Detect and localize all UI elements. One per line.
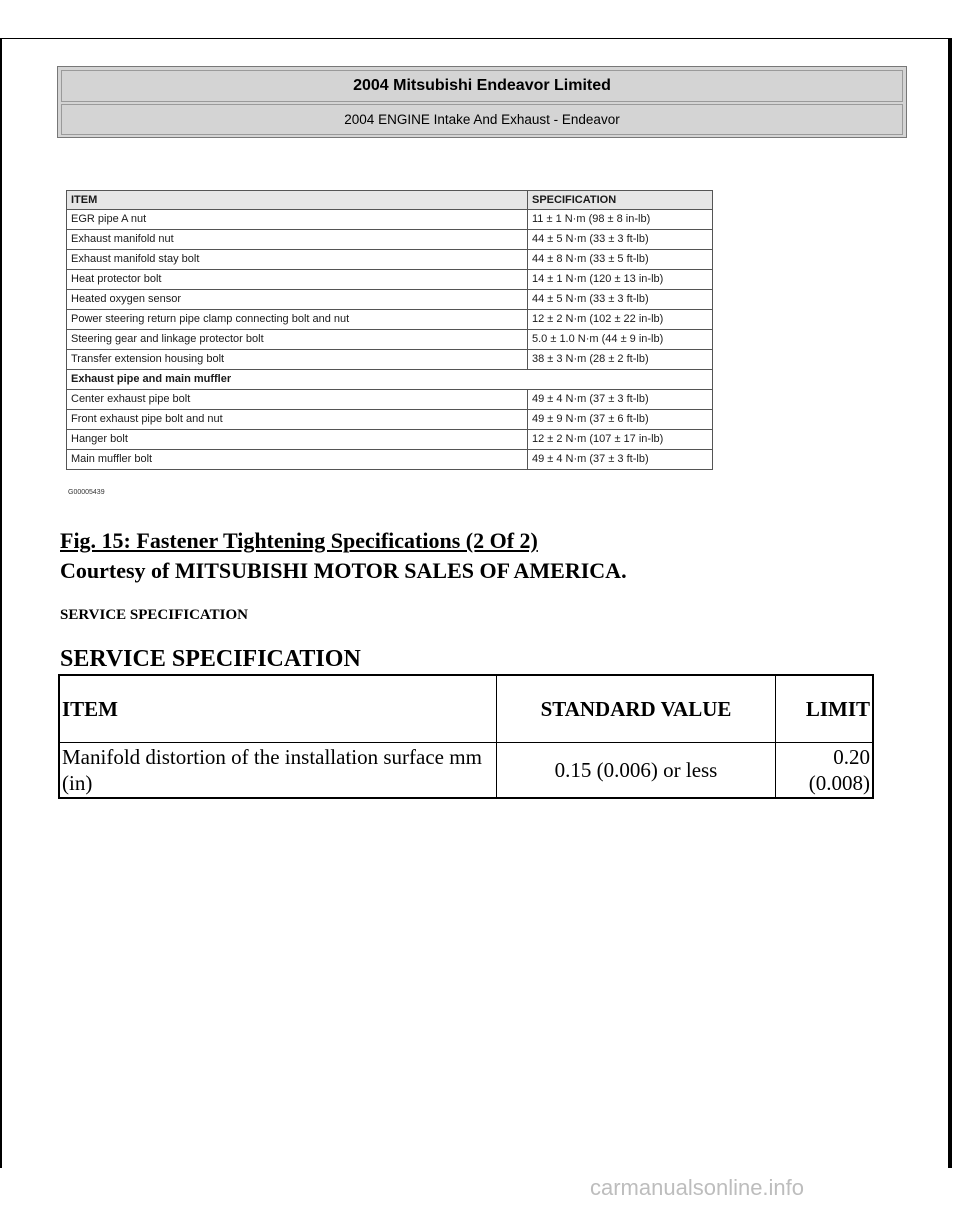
figure-caption-link[interactable]: Fig. 15: Fastener Tightening Specifications (2 Of 2)	[60, 528, 538, 553]
figure-table-row	[67, 310, 713, 330]
figure-section-row	[67, 370, 713, 390]
document-title: 2004 Mitsubishi Endeavor Limited	[61, 70, 903, 102]
figure-row-item: Hanger bolt	[67, 430, 528, 450]
figure-row-spec: 11 ± 1 N·m (98 ± 8 in-lb)	[528, 210, 713, 230]
figure-row-spec: 44 ± 5 N·m (33 ± 3 ft-lb)	[528, 290, 713, 310]
figure-row-item: Center exhaust pipe bolt	[67, 390, 528, 410]
figure-table-header	[67, 191, 713, 210]
document-subtitle: 2004 ENGINE Intake And Exhaust - Endeavor	[61, 104, 903, 135]
figure-row-item: Exhaust manifold stay bolt	[67, 250, 528, 270]
figure-row-spec: 12 ± 2 N·m (102 ± 22 in-lb)	[528, 310, 713, 330]
figure-row-item: Heat protector bolt	[67, 270, 528, 290]
watermark: carmanualsonline.info	[590, 1174, 805, 1200]
figure-table-row	[67, 410, 713, 430]
figure-table-row	[67, 390, 713, 410]
figure-row-item: Steering gear and linkage protector bolt	[67, 330, 528, 350]
figure-row-item: Power steering return pipe clamp connecting bolt and nut	[67, 310, 528, 330]
figure-row-spec: 49 ± 4 N·m (37 ± 3 ft-lb)	[528, 390, 713, 410]
figure-table-row	[67, 350, 713, 370]
spec-header-standard: STANDARD VALUE	[497, 675, 776, 743]
figure-row-spec: 49 ± 9 N·m (37 ± 6 ft-lb)	[528, 410, 713, 430]
figure-row-spec: 44 ± 5 N·m (33 ± 3 ft-lb)	[528, 230, 713, 250]
figure-row-spec: 38 ± 3 N·m (28 ± 2 ft-lb)	[528, 350, 713, 370]
spec-row-limit: 0.20 (0.008)	[776, 743, 874, 799]
figure-table-row	[67, 430, 713, 450]
figure-table-row	[67, 330, 713, 350]
figure-table-row	[67, 450, 713, 470]
spec-table-row	[59, 743, 873, 799]
figure-row-spec: 12 ± 2 N·m (107 ± 17 in-lb)	[528, 430, 713, 450]
figure-row-item: Transfer extension housing bolt	[67, 350, 528, 370]
service-spec-table	[58, 674, 874, 799]
figure-row-item: Main muffler bolt	[67, 450, 528, 470]
figure-table-row	[67, 250, 713, 270]
figure-table-row	[67, 230, 713, 250]
figure-table-row	[67, 210, 713, 230]
spec-table-header	[59, 675, 873, 743]
section-heading-small: SERVICE SPECIFICATION	[60, 607, 248, 623]
section-heading: SERVICE SPECIFICATION	[60, 646, 361, 672]
spec-row-standard: 0.15 (0.006) or less	[497, 743, 776, 799]
figure-table-row	[67, 270, 713, 290]
figure-section-label: Exhaust pipe and main muffler	[67, 370, 713, 390]
document-header	[57, 66, 907, 138]
figure-row-item: Exhaust manifold nut	[67, 230, 528, 250]
figure-header-item: ITEM	[67, 191, 528, 210]
figure-row-item: EGR pipe A nut	[67, 210, 528, 230]
spec-row-item: Manifold distortion of the installation surface mm (in)	[59, 743, 497, 799]
figure-header-spec: SPECIFICATION	[528, 191, 713, 210]
figure-id: G00005439	[68, 489, 105, 496]
figure-row-item: Front exhaust pipe bolt and nut	[67, 410, 528, 430]
figure-row-item: Heated oxygen sensor	[67, 290, 528, 310]
figure-table-row	[67, 290, 713, 310]
page-border-left	[0, 38, 2, 1168]
figure-row-spec: 44 ± 8 N·m (33 ± 5 ft-lb)	[528, 250, 713, 270]
spec-header-limit: LIMIT	[776, 675, 874, 743]
figure-row-spec: 5.0 ± 1.0 N·m (44 ± 9 in-lb)	[528, 330, 713, 350]
figure-row-spec: 49 ± 4 N·m (37 ± 3 ft-lb)	[528, 450, 713, 470]
fastener-spec-figure	[66, 190, 713, 470]
page-border-right	[948, 38, 952, 1168]
figure-row-spec: 14 ± 1 N·m (120 ± 13 in-lb)	[528, 270, 713, 290]
courtesy-line: Courtesy of MITSUBISHI MOTOR SALES OF AMERICA.	[60, 558, 627, 583]
spec-header-item: ITEM	[59, 675, 497, 743]
